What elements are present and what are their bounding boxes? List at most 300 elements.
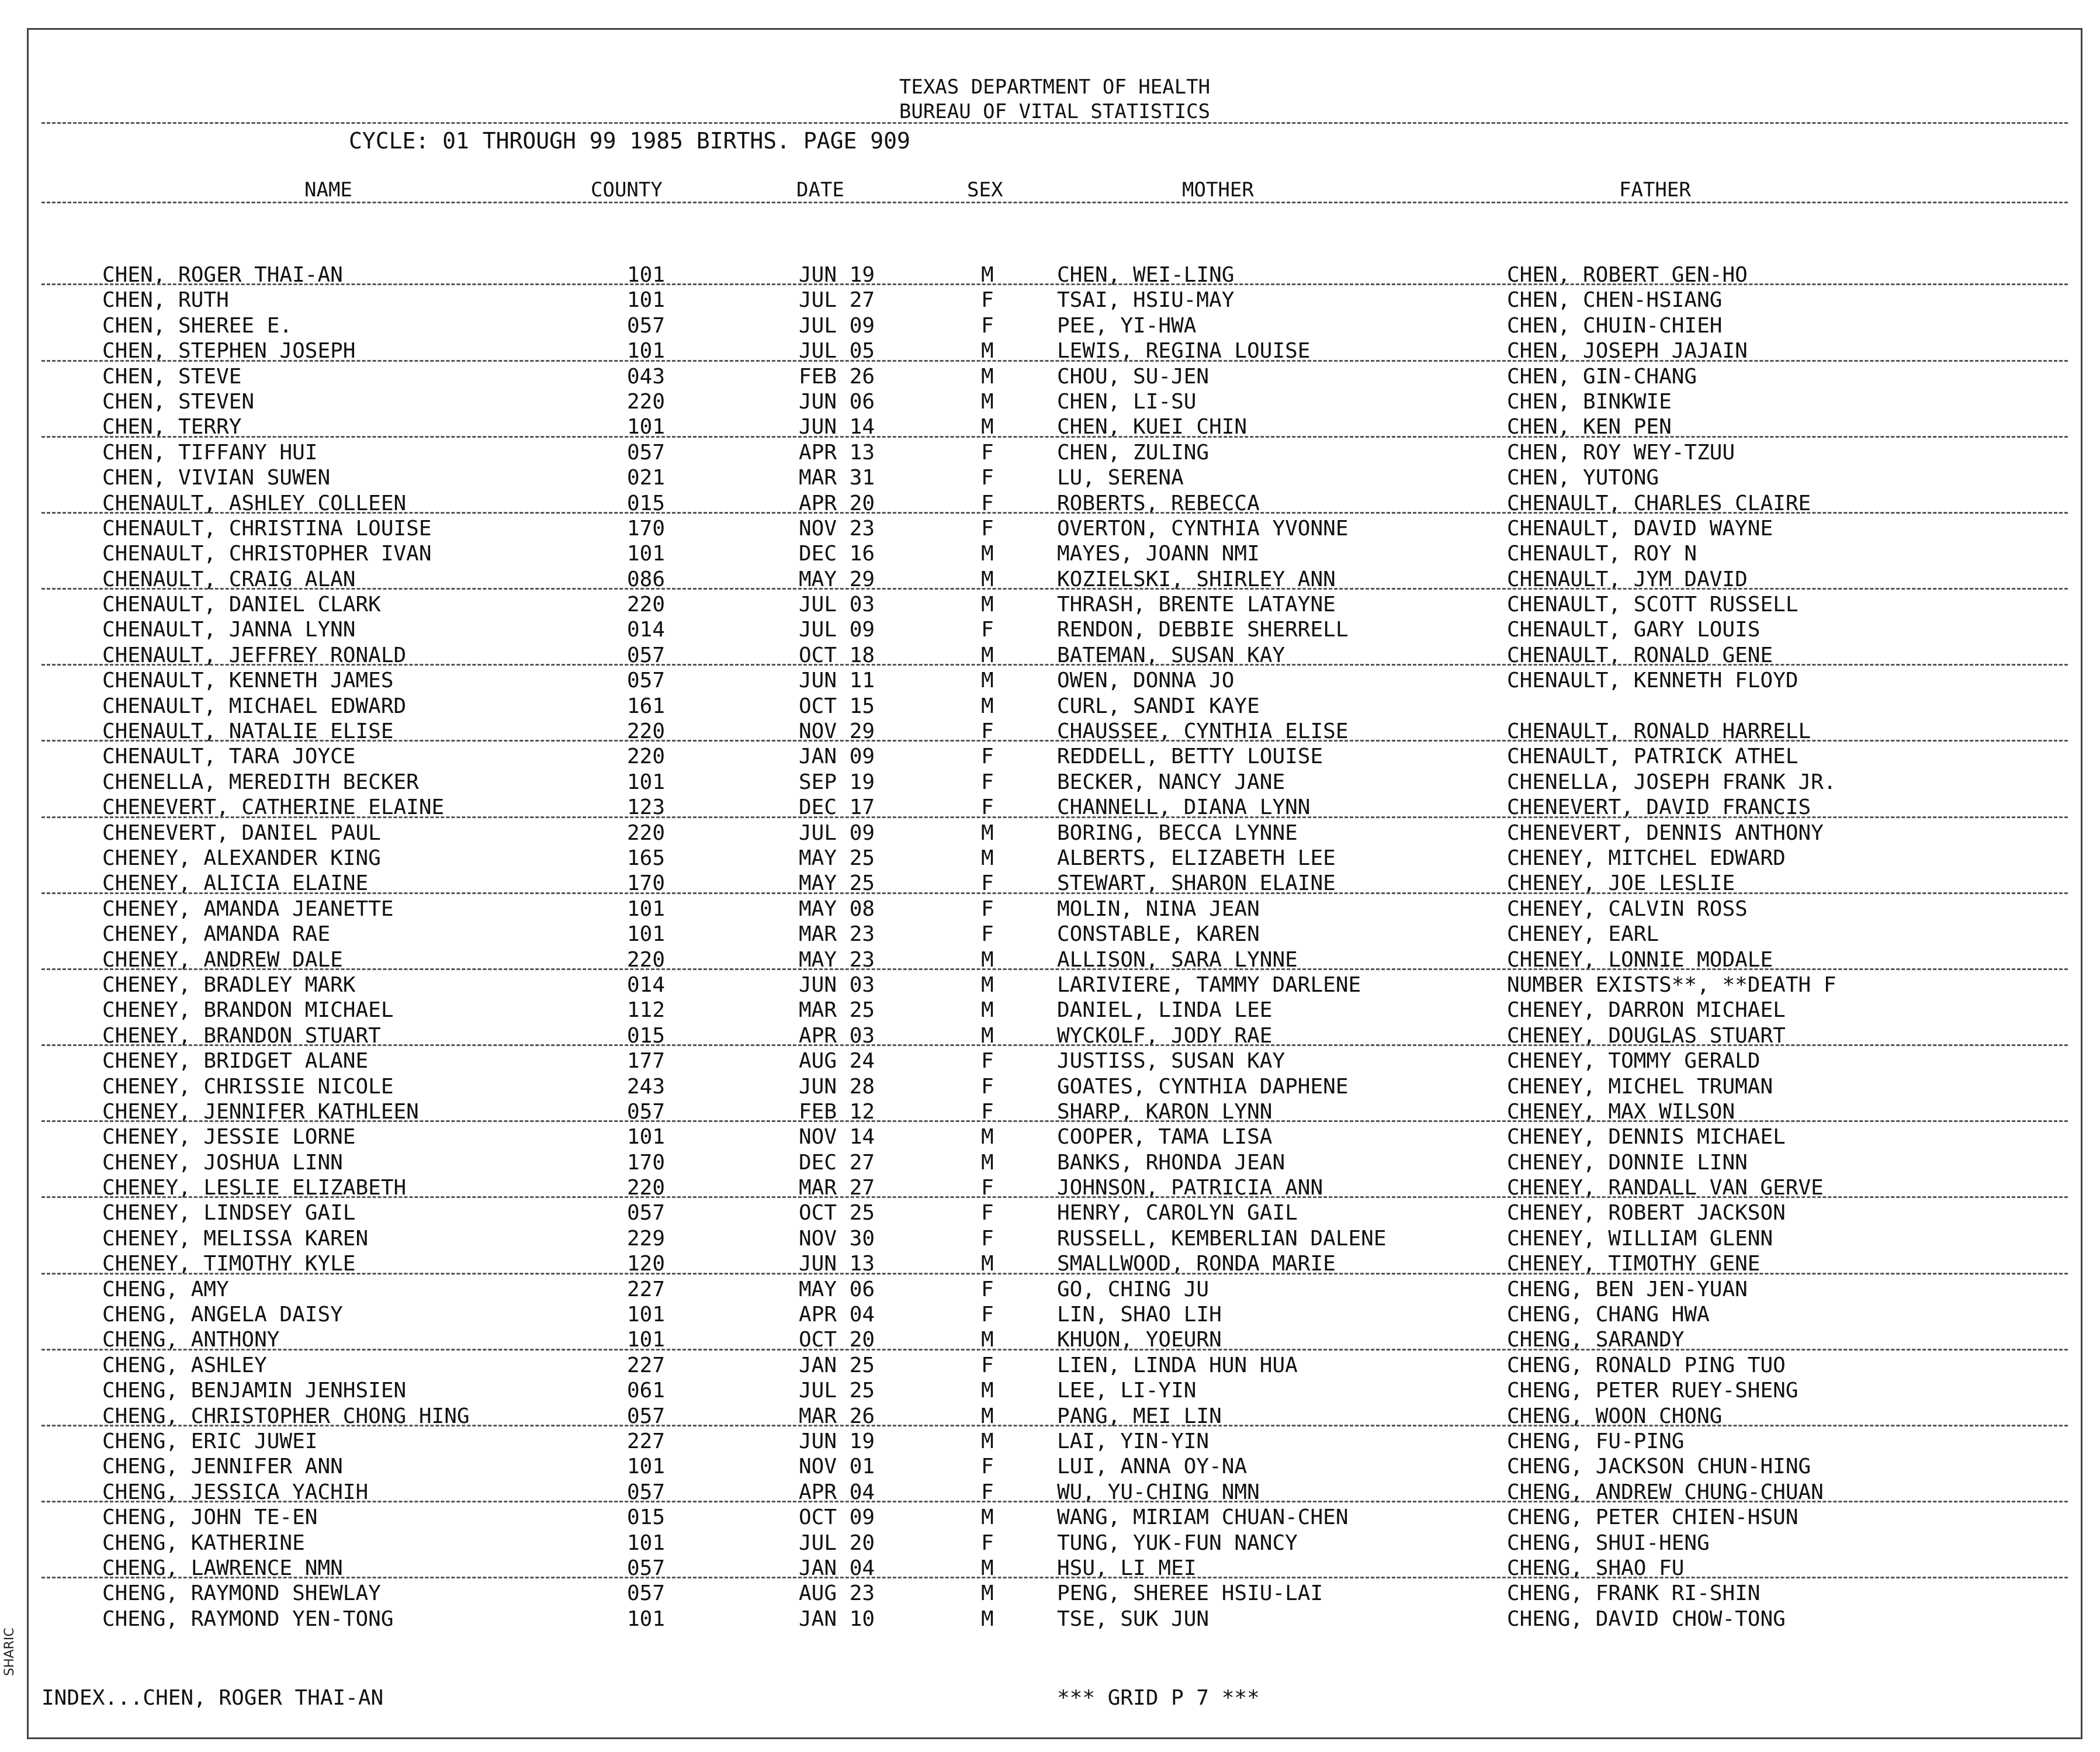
cell-father: CHENEY, ROBERT JACKSON <box>1507 1201 1786 1225</box>
cell-father: CHENG, JACKSON CHUN-HING <box>1507 1455 1811 1479</box>
cell-mother: WU, YU-CHING NMN <box>1057 1480 1260 1504</box>
cell-name: CHENEY, AMANDA JEANETTE <box>102 896 394 921</box>
cell-father: CHENEY, MITCHEL EDWARD <box>1507 846 1786 870</box>
cell-date: OCT 18 <box>799 643 875 667</box>
cell-county: 015 <box>627 1023 666 1048</box>
cell-father: CHEN, CHUIN-CHIEH <box>1507 313 1723 338</box>
cell-sex: M <box>981 669 994 693</box>
table-row <box>29 541 2081 566</box>
table-row <box>29 288 2081 313</box>
cell-county: 101 <box>627 1531 666 1555</box>
cell-mother: PEE, YI-HWA <box>1057 313 1197 338</box>
cell-name: CHENEY, BRANDON STUART <box>102 1023 381 1048</box>
table-row <box>29 465 2081 490</box>
table-row <box>29 313 2081 338</box>
cell-county: 021 <box>627 466 666 490</box>
cell-date: FEB 12 <box>799 1099 875 1124</box>
row-separator <box>41 1120 2068 1122</box>
cell-father: CHENEY, DENNIS MICHAEL <box>1507 1125 1786 1149</box>
cell-sex: F <box>981 1201 994 1225</box>
cell-mother: DANIEL, LINDA LEE <box>1057 998 1273 1023</box>
cell-county: 057 <box>627 1201 666 1225</box>
table-row <box>29 820 2081 846</box>
cell-county: 165 <box>627 846 666 870</box>
cell-father: CHENEY, DONNIE LINN <box>1507 1150 1748 1175</box>
cell-name: CHENG, JOHN TE-EN <box>102 1505 318 1530</box>
column-header-county: COUNTY <box>591 178 663 202</box>
cell-name: CHENELLA, MEREDITH BECKER <box>102 770 419 794</box>
cell-county: 229 <box>627 1226 666 1251</box>
cell-date: APR 20 <box>799 491 875 515</box>
cell-county: 220 <box>627 719 666 744</box>
cell-father: CHENAULT, SCOTT RUSSELL <box>1507 593 1798 617</box>
cell-county: 101 <box>627 1303 666 1327</box>
cell-name: CHENG, LAWRENCE NMN <box>102 1556 343 1580</box>
row-separator <box>41 1273 2068 1275</box>
cell-father: CHENG, PETER RUEY-SHENG <box>1507 1379 1798 1403</box>
cell-name: CHENAULT, CHRISTINA LOUISE <box>102 516 432 541</box>
cell-name: CHENEY, ALICIA ELAINE <box>102 871 369 896</box>
cell-name: CHENAULT, DANIEL CLARK <box>102 593 381 617</box>
cell-name: CHENEY, BRANDON MICHAEL <box>102 998 394 1023</box>
cell-sex: F <box>981 516 994 541</box>
cell-county: 112 <box>627 998 666 1023</box>
cell-date: MAY 06 <box>799 1277 875 1301</box>
cell-date: OCT 20 <box>799 1328 875 1352</box>
cell-county: 220 <box>627 389 666 414</box>
table-row <box>29 1200 2081 1225</box>
cell-sex: M <box>981 1150 994 1175</box>
birth-index-page <box>27 28 2082 1739</box>
cell-date: JUN 11 <box>799 669 875 693</box>
cell-county: 227 <box>627 1353 666 1377</box>
cell-date: MAY 23 <box>799 947 875 972</box>
table-row <box>29 491 2081 516</box>
cell-date: JUL 05 <box>799 339 875 363</box>
cell-father: CHENEY, RANDALL VAN GERVE <box>1507 1176 1824 1200</box>
cell-county: 014 <box>627 618 666 642</box>
cell-county: 057 <box>627 1099 666 1124</box>
table-row <box>29 972 2081 998</box>
row-separator <box>41 1577 2068 1578</box>
cell-name: CHENEY, ALEXANDER KING <box>102 846 381 870</box>
cell-date: JUL 03 <box>799 593 875 617</box>
cell-county: 101 <box>627 542 666 566</box>
cell-mother: TSE, SUK JUN <box>1057 1606 1210 1631</box>
column-header-mother: MOTHER <box>1182 178 1254 202</box>
table-row <box>29 1378 2081 1403</box>
table-row <box>29 998 2081 1023</box>
table-row <box>29 516 2081 541</box>
table-row <box>29 414 2081 439</box>
cell-mother: PANG, MEI LIN <box>1057 1404 1222 1428</box>
cell-name: CHEN, RUTH <box>102 288 229 313</box>
cell-county: 220 <box>627 947 666 972</box>
table-row <box>29 719 2081 744</box>
cell-mother: CHAUSSEE, CYNTHIA ELISE <box>1057 719 1349 744</box>
cell-mother: WYCKOLF, JODY RAE <box>1057 1023 1273 1048</box>
cell-sex: M <box>981 593 994 617</box>
records-table <box>29 262 2081 1632</box>
table-row <box>29 1505 2081 1530</box>
cell-name: CHENAULT, KENNETH JAMES <box>102 669 394 693</box>
cell-name: CHENAULT, CHRISTOPHER IVAN <box>102 542 432 566</box>
cell-mother: OWEN, DONNA JO <box>1057 669 1235 693</box>
cell-name: CHENG, JENNIFER ANN <box>102 1455 343 1479</box>
cell-date: MAY 08 <box>799 896 875 921</box>
cell-sex: F <box>981 1531 994 1555</box>
side-label: SHARIC <box>2 1628 17 1676</box>
cell-name: CHENG, KATHERINE <box>102 1531 305 1555</box>
table-row <box>29 1429 2081 1454</box>
cell-sex: F <box>981 1480 994 1504</box>
cell-sex: F <box>981 1277 994 1301</box>
cell-mother: KHUON, YOEURN <box>1057 1328 1222 1352</box>
cell-name: CHENEY, JESSIE LORNE <box>102 1125 356 1149</box>
row-separator <box>41 816 2068 818</box>
cell-father: CHENG, BEN JEN-YUAN <box>1507 1277 1748 1301</box>
cell-sex: M <box>981 542 994 566</box>
cell-county: 015 <box>627 1505 666 1530</box>
cell-date: APR 04 <box>799 1303 875 1327</box>
table-row <box>29 1124 2081 1149</box>
cell-sex: F <box>981 1099 994 1124</box>
cell-date: APR 13 <box>799 440 875 465</box>
cell-mother: KOZIELSKI, SHIRLEY ANN <box>1057 567 1336 591</box>
cell-county: 101 <box>627 1328 666 1352</box>
cell-father: CHENEY, CALVIN ROSS <box>1507 896 1748 921</box>
cell-sex: F <box>981 719 994 744</box>
cell-name: CHEN, SHEREE E. <box>102 313 293 338</box>
cell-father: CHENAULT, DAVID WAYNE <box>1507 516 1773 541</box>
cell-name: CHENAULT, CRAIG ALAN <box>102 567 356 591</box>
cell-sex: F <box>981 313 994 338</box>
table-row <box>29 694 2081 719</box>
cell-date: MAY 25 <box>799 871 875 896</box>
row-separator <box>41 968 2068 970</box>
cell-father: CHENAULT, ROY N <box>1507 542 1697 566</box>
row-separator <box>41 1501 2068 1502</box>
cell-county: 101 <box>627 288 666 313</box>
cell-county: 061 <box>627 1379 666 1403</box>
cell-father: CHENEY, LONNIE MODALE <box>1507 947 1773 972</box>
cell-sex: M <box>981 820 994 845</box>
cell-date: OCT 09 <box>799 1505 875 1530</box>
cell-sex: F <box>981 1074 994 1099</box>
table-row <box>29 1099 2081 1124</box>
cell-father: CHENG, ANDREW CHUNG-CHUAN <box>1507 1480 1824 1504</box>
cell-date: AUG 23 <box>799 1581 875 1606</box>
cell-county: 057 <box>627 669 666 693</box>
cell-county: 123 <box>627 795 666 820</box>
cell-date: APR 04 <box>799 1480 875 1504</box>
cell-mother: OVERTON, CYNTHIA YVONNE <box>1057 516 1349 541</box>
cell-name: CHENEY, JENNIFER KATHLEEN <box>102 1099 419 1124</box>
cell-father: CHENG, SHUI-HENG <box>1507 1531 1710 1555</box>
cell-name: CHEN, STEPHEN JOSEPH <box>102 339 356 363</box>
cell-date: NOV 23 <box>799 516 875 541</box>
cell-county: 057 <box>627 313 666 338</box>
cell-sex: M <box>981 1581 994 1606</box>
cell-mother: ROBERTS, REBECCA <box>1057 491 1260 515</box>
cell-name: CHENG, BENJAMIN JENHSIEN <box>102 1379 407 1403</box>
cell-county: 057 <box>627 1581 666 1606</box>
cell-father: CHEN, CHEN-HSIANG <box>1507 288 1723 313</box>
cell-county: 057 <box>627 1556 666 1580</box>
cell-sex: F <box>981 466 994 490</box>
cell-date: APR 03 <box>799 1023 875 1048</box>
cell-mother: LU, SERENA <box>1057 466 1184 490</box>
table-row <box>29 1175 2081 1200</box>
table-row <box>29 1404 2081 1429</box>
cell-date: JUL 25 <box>799 1379 875 1403</box>
cell-sex: M <box>981 846 994 870</box>
cell-date: JAN 09 <box>799 745 875 769</box>
cell-mother: BATEMAN, SUSAN KAY <box>1057 643 1285 667</box>
table-row <box>29 1251 2081 1276</box>
cell-father: CHENG, WOON CHONG <box>1507 1404 1723 1428</box>
cell-father: CHEN, GIN-CHANG <box>1507 364 1697 389</box>
cell-name: CHEN, TIFFANY HUI <box>102 440 318 465</box>
table-row <box>29 1581 2081 1606</box>
table-row <box>29 643 2081 668</box>
cell-county: 161 <box>627 694 666 718</box>
cell-date: NOV 29 <box>799 719 875 744</box>
cell-mother: RENDON, DEBBIE SHERRELL <box>1057 618 1349 642</box>
cell-date: SEP 19 <box>799 770 875 794</box>
cell-mother: GO, CHING JU <box>1057 1277 1210 1301</box>
cell-name: CHEN, STEVEN <box>102 389 255 414</box>
cell-father: CHENAULT, RONALD HARRELL <box>1507 719 1811 744</box>
grid-footer: *** GRID P 7 *** <box>1057 1686 1260 1710</box>
table-row <box>29 744 2081 769</box>
cell-county: 220 <box>627 820 666 845</box>
cell-mother: CHANNELL, DIANA LYNN <box>1057 795 1311 820</box>
cell-county: 120 <box>627 1252 666 1276</box>
cell-sex: M <box>981 972 994 997</box>
cell-name: CHENG, RAYMOND YEN-TONG <box>102 1606 394 1631</box>
cell-father: CHEN, BINKWIE <box>1507 389 1672 414</box>
cell-father: CHENEVERT, DAVID FRANCIS <box>1507 795 1811 820</box>
cell-county: 014 <box>627 972 666 997</box>
cell-county: 101 <box>627 1125 666 1149</box>
cell-sex: M <box>981 643 994 667</box>
cell-county: 057 <box>627 1404 666 1428</box>
table-row <box>29 770 2081 795</box>
cell-date: FEB 26 <box>799 364 875 389</box>
cell-date: JUL 20 <box>799 1531 875 1555</box>
cell-sex: F <box>981 922 994 947</box>
cell-date: MAR 25 <box>799 998 875 1023</box>
table-row <box>29 592 2081 617</box>
cell-date: JUN 19 <box>799 1429 875 1453</box>
cell-sex: M <box>981 1379 994 1403</box>
table-row <box>29 567 2081 592</box>
cell-sex: M <box>981 998 994 1023</box>
cell-name: CHENG, ERIC JUWEI <box>102 1429 318 1453</box>
table-row <box>29 1353 2081 1378</box>
row-separator <box>41 283 2068 285</box>
cell-mother: ALLISON, SARA LYNNE <box>1057 947 1298 972</box>
cell-mother: ALBERTS, ELIZABETH LEE <box>1057 846 1336 870</box>
cell-name: CHENG, ANGELA DAISY <box>102 1303 343 1327</box>
table-row <box>29 262 2081 288</box>
table-row <box>29 1150 2081 1175</box>
table-row <box>29 1302 2081 1327</box>
cell-date: JUL 09 <box>799 820 875 845</box>
table-row <box>29 846 2081 871</box>
cell-county: 101 <box>627 263 666 287</box>
table-row <box>29 1531 2081 1556</box>
cell-county: 101 <box>627 339 666 363</box>
cell-mother: SHARP, KARON LYNN <box>1057 1099 1273 1124</box>
cell-sex: F <box>981 1226 994 1251</box>
cell-father: CHENAULT, PATRICK ATHEL <box>1507 745 1798 769</box>
cell-county: 170 <box>627 516 666 541</box>
cell-date: JUN 06 <box>799 389 875 414</box>
row-separator <box>41 1196 2068 1198</box>
column-header-date: DATE <box>796 178 844 202</box>
cell-mother: WANG, MIRIAM CHUAN-CHEN <box>1057 1505 1349 1530</box>
column-header-name: NAME <box>304 178 352 202</box>
cell-mother: CONSTABLE, KAREN <box>1057 922 1260 947</box>
table-row <box>29 389 2081 414</box>
table-row <box>29 1226 2081 1251</box>
cell-date: JUN 13 <box>799 1252 875 1276</box>
column-header-sex: SEX <box>967 178 1003 202</box>
row-separator <box>41 1349 2068 1351</box>
cell-name: CHENEY, LINDSEY GAIL <box>102 1201 356 1225</box>
cell-mother: TUNG, YUK-FUN NANCY <box>1057 1531 1298 1555</box>
cell-mother: LARIVIERE, TAMMY DARLENE <box>1057 972 1361 997</box>
cell-name: CHENG, JESSICA YACHIH <box>102 1480 369 1504</box>
cell-date: JAN 25 <box>799 1353 875 1377</box>
cell-father: NUMBER EXISTS**, **DEATH F <box>1507 972 1836 997</box>
row-separator <box>41 892 2068 894</box>
cell-mother: SMALLWOOD, RONDA MARIE <box>1057 1252 1336 1276</box>
cell-date: AUG 24 <box>799 1049 875 1074</box>
cell-mother: HSU, LI MEI <box>1057 1556 1197 1580</box>
cell-mother: LEWIS, REGINA LOUISE <box>1057 339 1311 363</box>
cell-name: CHENAULT, MICHAEL EDWARD <box>102 694 407 718</box>
cell-father: CHEN, KEN PEN <box>1507 415 1672 439</box>
cell-county: 243 <box>627 1074 666 1099</box>
cell-name: CHENEY, MELISSA KAREN <box>102 1226 369 1251</box>
cell-name: CHEN, STEVE <box>102 364 242 389</box>
cell-mother: JUSTISS, SUSAN KAY <box>1057 1049 1285 1074</box>
cell-mother: LUI, ANNA OY-NA <box>1057 1455 1247 1479</box>
column-header-rule <box>41 202 2068 203</box>
table-row <box>29 1556 2081 1581</box>
cell-mother: STEWART, SHARON ELAINE <box>1057 871 1336 896</box>
cell-sex: M <box>981 1556 994 1580</box>
cell-sex: F <box>981 795 994 820</box>
cell-date: JUN 28 <box>799 1074 875 1099</box>
cell-date: JUN 03 <box>799 972 875 997</box>
cell-name: CHENEY, BRIDGET ALANE <box>102 1049 369 1074</box>
cell-name: CHENG, ASHLEY <box>102 1353 267 1377</box>
row-separator <box>41 360 2068 362</box>
table-row <box>29 440 2081 465</box>
cell-name: CHENG, ANTHONY <box>102 1328 280 1352</box>
cell-mother: BORING, BECCA LYNNE <box>1057 820 1298 845</box>
table-row <box>29 947 2081 972</box>
cell-sex: M <box>981 1429 994 1453</box>
cell-sex: F <box>981 745 994 769</box>
cell-county: 101 <box>627 1606 666 1631</box>
cell-mother: LEE, LI-YIN <box>1057 1379 1197 1403</box>
cell-county: 170 <box>627 871 666 896</box>
row-separator <box>41 740 2068 742</box>
cell-father: CHENAULT, KENNETH FLOYD <box>1507 669 1798 693</box>
cell-mother: BECKER, NANCY JANE <box>1057 770 1285 794</box>
table-row <box>29 1023 2081 1048</box>
cell-father: CHENAULT, CHARLES CLAIRE <box>1507 491 1811 515</box>
cell-county: 015 <box>627 491 666 515</box>
cell-date: NOV 01 <box>799 1455 875 1479</box>
cell-name: CHENAULT, JEFFREY RONALD <box>102 643 407 667</box>
cell-county: 170 <box>627 1150 666 1175</box>
cell-date: MAR 31 <box>799 466 875 490</box>
cell-father: CHENAULT, GARY LOUIS <box>1507 618 1761 642</box>
cell-sex: M <box>981 389 994 414</box>
cell-county: 220 <box>627 745 666 769</box>
cell-sex: M <box>981 567 994 591</box>
cell-sex: M <box>981 1328 994 1352</box>
cell-name: CHEN, TERRY <box>102 415 242 439</box>
cell-name: CHENEY, LESLIE ELIZABETH <box>102 1176 407 1200</box>
cell-mother: THRASH, BRENTE LATAYNE <box>1057 593 1336 617</box>
cell-sex: F <box>981 440 994 465</box>
cell-name: CHENAULT, ASHLEY COLLEEN <box>102 491 407 515</box>
cell-sex: M <box>981 1606 994 1631</box>
table-row <box>29 1277 2081 1302</box>
cell-date: DEC 17 <box>799 795 875 820</box>
cell-father: CHENG, RONALD PING TUO <box>1507 1353 1786 1377</box>
cell-mother: MOLIN, NINA JEAN <box>1057 896 1260 921</box>
cell-father: CHENEVERT, DENNIS ANTHONY <box>1507 820 1824 845</box>
cell-mother: PENG, SHEREE HSIU-LAI <box>1057 1581 1323 1606</box>
table-row <box>29 617 2081 642</box>
cell-father: CHEN, ROY WEY-TZUU <box>1507 440 1735 465</box>
cell-name: CHENEY, TIMOTHY KYLE <box>102 1252 356 1276</box>
cell-county: 101 <box>627 415 666 439</box>
cell-sex: F <box>981 1176 994 1200</box>
cell-name: CHENEY, JOSHUA LINN <box>102 1150 343 1175</box>
cell-mother: CHEN, ZULING <box>1057 440 1210 465</box>
row-separator <box>41 664 2068 666</box>
cell-name: CHENEY, CHRISSIE NICOLE <box>102 1074 394 1099</box>
table-row <box>29 1454 2081 1479</box>
cell-county: 057 <box>627 643 666 667</box>
cell-mother: CHEN, WEI-LING <box>1057 263 1235 287</box>
cell-father: CHEN, JOSEPH JAJAIN <box>1507 339 1748 363</box>
cell-county: 043 <box>627 364 666 389</box>
cell-date: NOV 30 <box>799 1226 875 1251</box>
cell-county: 220 <box>627 1176 666 1200</box>
cell-date: NOV 14 <box>799 1125 875 1149</box>
cell-sex: F <box>981 618 994 642</box>
cell-sex: M <box>981 339 994 363</box>
cell-mother: COOPER, TAMA LISA <box>1057 1125 1273 1149</box>
cell-mother: REDDELL, BETTY LOUISE <box>1057 745 1323 769</box>
cell-sex: F <box>981 770 994 794</box>
cell-date: JUL 09 <box>799 618 875 642</box>
cell-name: CHENEVERT, CATHERINE ELAINE <box>102 795 445 820</box>
cell-sex: F <box>981 1455 994 1479</box>
cycle-line: CYCLE: 01 THROUGH 99 1985 BIRTHS. PAGE 909 <box>349 128 910 154</box>
cell-father: CHENEY, TIMOTHY GENE <box>1507 1252 1761 1276</box>
